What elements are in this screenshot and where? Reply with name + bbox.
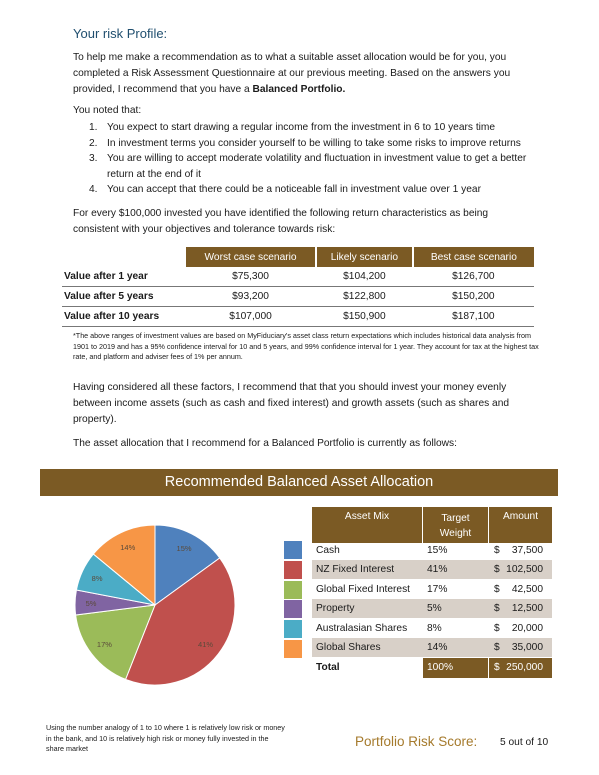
table-row: [312, 580, 552, 599]
allocation-header-amount: [489, 507, 552, 543]
intro-paragraph: [73, 50, 533, 99]
list-number: 3.: [89, 153, 98, 165]
noted-label: You noted that:: [73, 105, 142, 116]
asset-weight: 5%: [427, 603, 442, 614]
legend-swatch-global-shares: [284, 640, 302, 658]
legend-swatch-cash: [284, 541, 302, 559]
table-row: [62, 307, 534, 327]
asset-name: Global Fixed Interest: [316, 584, 410, 595]
table-row: [312, 599, 552, 618]
list-item: [73, 182, 533, 198]
asset-name: Global Shares: [316, 642, 381, 653]
asset-name: Cash: [316, 545, 340, 556]
asset-weight: 17%: [427, 584, 448, 595]
likely-value: $104,200: [316, 267, 413, 287]
risk-score-label: Portfolio Risk Score:: [355, 734, 478, 749]
table-row: [312, 560, 552, 579]
asset-name: NZ Fixed Interest: [316, 564, 395, 575]
asset-amount: 102,500: [506, 564, 543, 575]
noted-list: [73, 120, 533, 198]
pie-label: 41%: [198, 640, 214, 650]
best-value: $150,200: [413, 287, 534, 307]
returns-header-best: Best case scenario: [413, 247, 534, 267]
legend-swatch-nz-fixed-interest: [284, 561, 302, 579]
currency-symbol: $: [494, 584, 500, 595]
allocation-banner: Recommended Balanced Asset Allocation: [40, 469, 558, 496]
legend-swatch-property: [284, 600, 302, 618]
row-label: Value after 10 years: [62, 307, 185, 327]
currency-symbol: $: [494, 564, 500, 575]
worst-value: $75,300: [185, 267, 316, 287]
returns-header-blank: [62, 247, 185, 267]
header-amount-label: Amount: [502, 511, 539, 522]
table-row: [62, 267, 534, 287]
recommendation-text: Having considered all these factors, I recommend that that you should invest your money evenly between income assets (such as cash and fixed interest) and growth assets (such as shares and property).: [73, 382, 510, 426]
table-row: [62, 287, 534, 307]
allocation-header-weight: [423, 507, 488, 543]
best-value: $187,100: [413, 307, 534, 327]
asset-amount: 37,500: [511, 545, 543, 556]
table-row: [312, 638, 552, 657]
pie-label: 14%: [120, 543, 136, 553]
list-text: You can accept that there could be a noticeable fall in investment value over 1 year: [107, 184, 481, 196]
currency-symbol: $: [494, 545, 500, 556]
allocation-intro: The asset allocation that I recommend for a Balanced Portfolio is currently as follows:: [73, 438, 457, 449]
asset-name: Property: [316, 603, 355, 614]
asset-name: Australasian Shares: [316, 623, 408, 634]
legend-swatch-australasian-shares: [284, 620, 302, 638]
list-number: 2.: [89, 137, 98, 149]
header-weight-label: Target Weight: [439, 513, 472, 539]
asset-weight: 8%: [427, 623, 442, 634]
list-item: [73, 151, 533, 182]
risk-scale-note: Using the number analogy of 1 to 10 where 1 is relatively low risk or money in the bank, and 10 is relatively high risk or money fully invested in the share market: [46, 723, 285, 753]
intro-text: To help me make a recommendation as to what a suitable asset allocation would be for you, you completed a Risk Assessment Questionnaire at our previous meeting. Based on the answers you provided, I recommend that you have a: [73, 52, 511, 96]
pie-label: 17%: [96, 640, 112, 650]
pie-label: 15%: [176, 543, 192, 553]
asset-weight: 14%: [427, 642, 448, 653]
portfolio-type: Balanced Portfolio.: [252, 84, 346, 96]
list-text: You are willing to accept moderate volatility and fluctuation in investment value to get a better return at the end of it: [107, 153, 527, 180]
pie-label: 5%: [85, 598, 97, 608]
likely-value: $150,900: [316, 307, 413, 327]
asset-weight: 15%: [427, 545, 448, 556]
returns-header-worst: Worst case scenario: [185, 247, 316, 267]
total-amount: 250,000: [506, 662, 543, 673]
header-mix-label: Asset Mix: [344, 511, 390, 522]
table-row: [312, 619, 552, 638]
currency-symbol: $: [494, 642, 500, 653]
total-weight-cell: [423, 658, 488, 678]
allocation-header-mix: [312, 507, 422, 543]
asset-amount: 20,000: [511, 623, 543, 634]
likely-value: $122,800: [316, 287, 413, 307]
list-text: You expect to start drawing a regular income from the investment in 6 to 10 years time: [107, 122, 496, 133]
returns-table: [62, 247, 534, 327]
total-weight: 100%: [427, 662, 454, 673]
total-label: Total: [316, 662, 340, 673]
currency-symbol: $: [494, 603, 500, 614]
pie-label: 8%: [91, 573, 103, 583]
return-intro: For every $100,000 invested you have identified the following return characteristics as being consistent with your objectives and tolerance towards risk:: [73, 208, 489, 236]
asset-amount: 35,000: [511, 642, 543, 653]
allocation-pie-chart: [70, 520, 240, 690]
worst-value: $93,200: [185, 287, 316, 307]
returns-footnote: *The above ranges of investment values are based on MyFiduciary's asset class return expectations which includes historical data analysis from 1901 to 2019 and has a 95% confidence interval for 10 and 5 years, and 99% confidence interval for 1 year. They account for tax at the highest tax rate, and platform and adviser fees of 1% per annum.: [73, 331, 539, 361]
table-row: [312, 541, 552, 560]
currency-symbol: $: [494, 623, 500, 634]
list-number: 1.: [89, 122, 98, 133]
list-number: 4.: [89, 184, 98, 196]
asset-amount: 12,500: [511, 603, 543, 614]
returns-header-likely: Likely scenario: [316, 247, 413, 267]
list-item: [73, 120, 533, 136]
asset-weight: 41%: [427, 564, 448, 575]
asset-amount: 42,500: [511, 584, 543, 595]
risk-score-value: 5 out of 10: [500, 737, 549, 748]
legend-swatch-global-fixed-interest: [284, 581, 302, 599]
best-value: $126,700: [413, 267, 534, 287]
total-amount-cell: [489, 658, 552, 678]
risk-profile-heading: Your risk Profile:: [73, 26, 168, 41]
row-label: Value after 1 year: [62, 267, 185, 287]
worst-value: $107,000: [185, 307, 316, 327]
list-item: [73, 136, 533, 152]
currency-symbol: $: [494, 662, 500, 673]
row-label: Value after 5 years: [62, 287, 185, 307]
list-text: In investment terms you consider yourself to be willing to take some risks to improve returns: [107, 137, 521, 149]
total-row: [312, 658, 552, 678]
